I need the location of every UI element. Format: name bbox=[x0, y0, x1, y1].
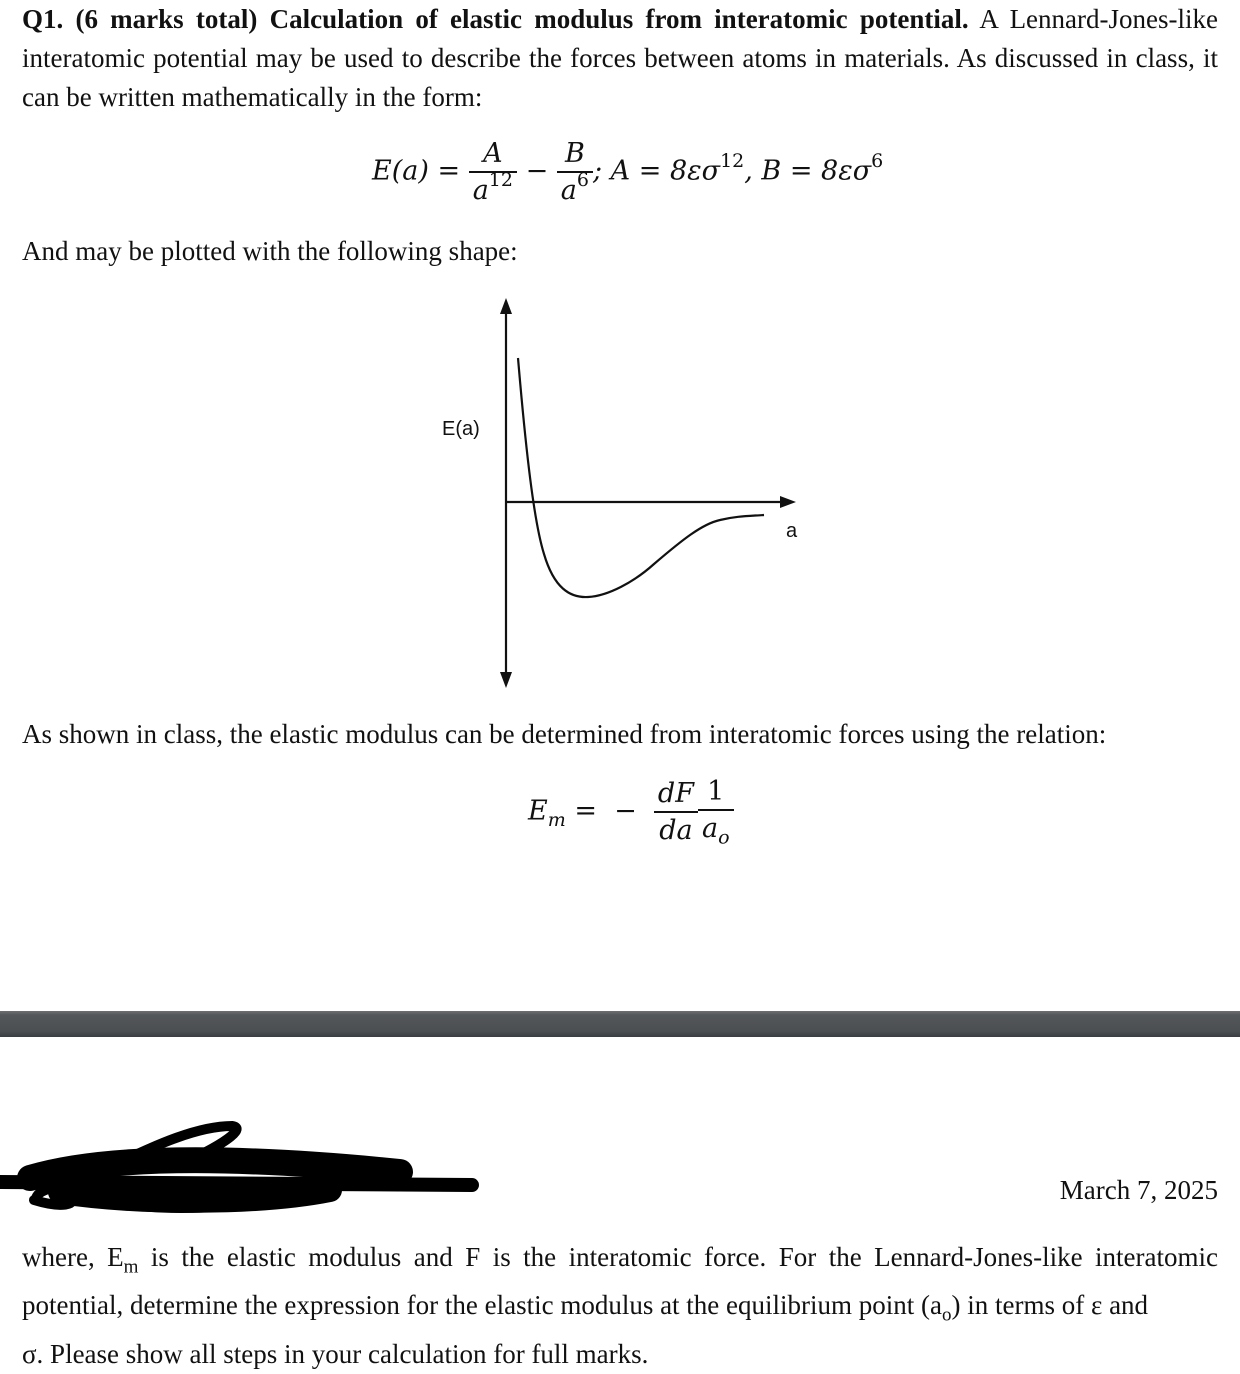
potential-curve bbox=[518, 358, 764, 597]
y-axis-arrow-down-icon bbox=[500, 672, 512, 688]
page-separator bbox=[0, 1011, 1240, 1037]
energy-lhs: E(a) = bbox=[372, 155, 461, 187]
final-paragraph: where, $E_m$ is the elastic modulus and F is the interatomic force. For the Lennard-Jones-like interatomic potential, determine the expression for the elastic modulus at the equilibrium point $(a_o)$ in terms of ε and σ. Please show all steps in your calculation for full marks. bbox=[22, 1238, 1218, 1374]
fraction-b-term: $\frac{B}{a^6}$ bbox=[557, 138, 593, 206]
a-definition: ; A = 8εσ bbox=[593, 155, 721, 187]
x-axis-arrow-icon bbox=[780, 496, 796, 508]
relation-intro: As shown in class, the elastic modulus can be determined from interatomic forces using the relation: bbox=[22, 719, 1107, 749]
x-axis-label: a bbox=[786, 520, 798, 542]
potential-plot bbox=[430, 292, 810, 692]
fraction-a-term: $\frac{A}{a^{12}}$ bbox=[469, 138, 517, 206]
redaction-scribble bbox=[0, 1112, 480, 1222]
date: March 7, 2025 bbox=[1059, 1175, 1218, 1205]
fraction-one-over-ao: $\frac{1}{a_o}$ bbox=[698, 776, 734, 848]
question-heading: Q1. (6 marks total) Calculation of elastic modulus from interatomic potential. bbox=[22, 4, 969, 34]
energy-equation: E(a) = $\frac{A}{a^{12}}$ − $\frac{B}{a^6}$ ; $A = 8\varepsilon\sigma^{12}$, $B = 8\varepsilon\sigma^6$ bbox=[372, 138, 884, 206]
minus-sign: − bbox=[525, 155, 549, 187]
modulus-lhs: E bbox=[528, 795, 548, 827]
question-intro-text: A Lennard-Jones-like interatomic potential may be used to describe the forces between atoms in materials. As discussed in class, it can be written mathematically in the form: bbox=[22, 4, 1218, 112]
fraction-dfda: $\frac{dF}{da}$ bbox=[654, 778, 698, 846]
y-axis-arrow-up-icon bbox=[500, 298, 512, 314]
question-intro bbox=[22, 0, 1218, 117]
modulus-equation: $E_m$ = − $\frac{dF}{da}$ $\frac{1}{a_o}$ bbox=[528, 776, 734, 848]
y-axis-label: E(a) bbox=[442, 418, 480, 440]
b-definition: , B = 8εσ bbox=[744, 155, 872, 187]
final-paragraph-last-line: σ. Please show all steps in your calculation for full marks. bbox=[22, 1338, 649, 1369]
shape-intro: And may be plotted with the following shape: bbox=[22, 236, 518, 266]
